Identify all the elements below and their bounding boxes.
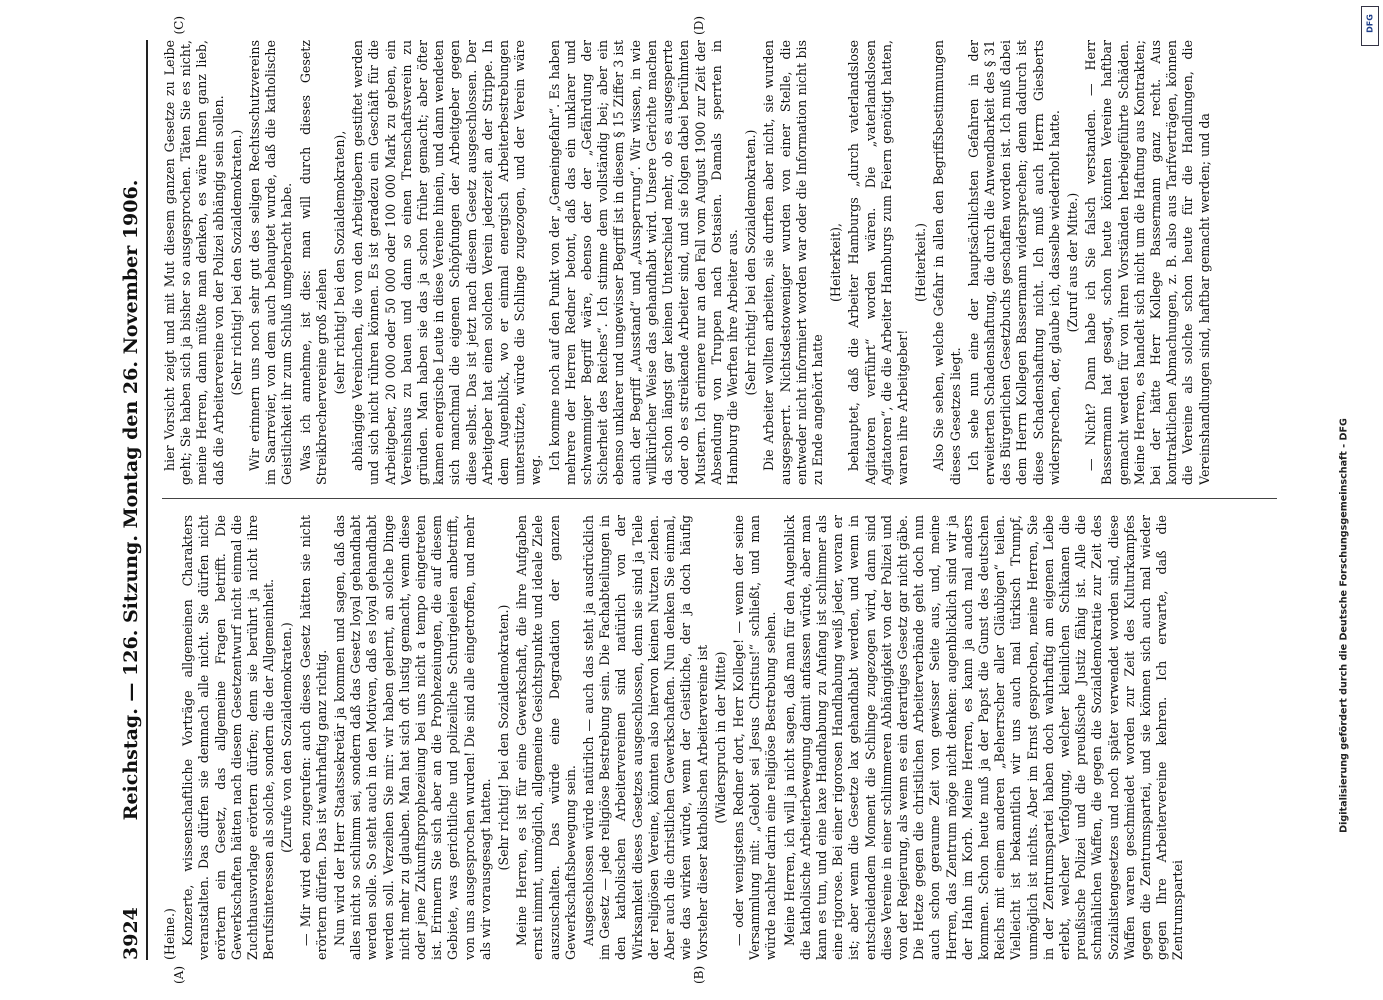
interjection: (sehr richtig! bei den Sozialdemokraten), bbox=[331, 130, 347, 395]
interjection: (Sehr richtig! bei den Sozialdemokraten.) bbox=[742, 129, 758, 396]
paragraph: Konzerte, wissenschaftliche Vorträge allgemeinen Charakters veranstalten. Das dürfen sie demnach alle nicht. Sie dürfen nicht erörtern ein Gesetz, das allgemeine Fragen betrifft. Die Gewerkschaften hätten nach diesem Gesetzentwurf nicht einmal die Zuchthausvorlage erörtern dürfen; denn sie berührt ja nicht ihre Berufsinteressen als solche, sondern die der Allgemeinheit. bbox=[179, 515, 276, 960]
paragraph: Nun wird der Herr Staatssekretär ja kommen und sagen, daß das alles nicht so schlimm sei, sondern daß das Gesetz loyal gehandhabt werden solle. So steht auch in den Motiven, daß es loyal gehandhabt werden soll. Verzeihen Sie mir: wir haben gelernt, an solche Dinge nicht mehr zu glauben. Man hat sich oft lustig gemacht, wenn diese oder jene Zukunftsprophezeiung bei uns nicht a tempo eingetreten ist. Erinnern Sie sich aber an die Prophezeiungen, die auf diesem Gebiete, was gerichtliche und polizeiliche Schurigeleien anbetrifft, von uns ausgesprochen wurden! Die sind alle eingetroffen, und mehr als wir vorausgesagt hatten. bbox=[331, 515, 493, 960]
page-header bbox=[112, 40, 148, 960]
scanned-page bbox=[72, 16, 1312, 984]
paragraph: — oder wenigstens Redner dort, Herr Kollege! — wenn der seine Versammlung mit: „Gelobt sei Jesus Christus!“ schließt, und man würde nachher darin eine religiöse Bestrebung sehen. bbox=[730, 515, 778, 960]
right-column bbox=[162, 40, 1282, 485]
margin-marker-d: (D) bbox=[691, 16, 706, 35]
margin-marker-a: (A) bbox=[171, 965, 186, 984]
paragraph: — Nicht? Dann habe ich Sie falsch verstanden. — Herr Bassermann hat gesagt, schon heute könnten Vereine haftbar gemacht werden für von ihren Vorständen herbeigeführte Schäden. Meine Herren, es handelt sich nicht um die Haftung aus Kontrakten; bei der hätte Herr Kollege Bassermann ganz recht. Aus kontraktlichen Abmachungen, z. B. also aus Tarifverträgen, können die Vereine als solche schon heute für die Handlungen, die Vereinshandlungen sind, haftbar gemacht werden; und da bbox=[1082, 40, 1212, 485]
paragraph: behauptet, daß die Arbeiter Hamburgs „durch vaterlandslose Agitatoren verführt“ worden wären. Die „vaterlandslosen Agitatoren“, die die Arbeiter Hamburgs zum Feiern genötigt hatten, waren ihre Arbeitgeber! bbox=[845, 40, 910, 485]
running-head: Reichstag. — 126. Sitzung. Montag den 26. November 1906. bbox=[119, 179, 142, 821]
speaker-name: (Heine.) bbox=[161, 908, 177, 960]
paragraph: Was ich annehme, ist dies: man will durch dieses Gesetz Streikbrechervereine groß ziehen bbox=[297, 40, 329, 485]
interjection: (Heiterkeit.) bbox=[912, 223, 928, 302]
paragraph: — Mir wird eben zugerufen: auch dieses Gesetz hätten sie nicht erörtern dürfen. Das ist wahrhaftig ganz richtig. bbox=[297, 515, 329, 960]
interjection: (Zuruf aus der Mitte.) bbox=[1064, 192, 1080, 333]
page-number: 3924 bbox=[119, 907, 142, 960]
dfg-logo-text: DFG bbox=[1365, 14, 1375, 33]
interjection: (Widerspruch in der Mitte) bbox=[712, 651, 728, 824]
paragraph: Die Arbeiter wollten arbeiten, sie durften aber nicht, sie wurden ausgesperrt. Nichtsdestoweniger wurden von einer Stelle, die entweder nicht informiert worden war oder die Information nicht bis zu Ende angehört hatte bbox=[760, 40, 825, 485]
paragraph: abhängige Vereinchen, die von den Arbeitgebern gestiftet werden und sich nicht rühren können. Es ist geradezu ein Geschäft für die Arbeitgeber, 20 000 oder 50 000 oder 100 000 Mark zu geben, ein Vereinshaus zu bauen und dann so einen Trenschaftsverein zu gründen. Man haben sie das ja schon früher gemacht; aber öfter kamen energische Leute in diese Vereine hinein, und dann wendeten sich manchmal die eigenen Schöpfungen der Arbeitgeber gegen diese selbst. Das ist jetzt nach diesem Gesetz ausgeschlossen. Der Arbeitgeber hat einen solchen Verein jederzeit an der Strippe. In dem Augenblick, wo er einmal energisch Arbeiterbestrebungen unterstützte, würde die Schlinge zugezogen, und der Verein wäre weg. bbox=[349, 40, 543, 485]
paragraph: Ich sehe nun eine der hauptsächlichsten Gefahren in der erweiterten Schadenshaftung, die durch die Anwendbarkeit des § 31 des Bürgerlichen Gesetzbuchs geschaffen worden ist. Ich muß dabei dem Herrn Kollegen Bassermann widersprechen; denn dadurch ist diese Schadenshaftung nicht. Ich muß auch Herrn Giesberts widersprechen, der, glaube ich, dasselbe wiederholt hatte. bbox=[965, 40, 1062, 485]
credit-text: Digitalisierung gefördert durch die Deutsche Forschungsgemeinschaft - DFG bbox=[1338, 418, 1350, 833]
paragraph: Meine Herren, ich will ja nicht sagen, daß man für den Augenblick die katholische Arbeiterbewegung damit anfassen würde, aber man kann es tun, und eine laxe Handhabung zu Anfang ist schlimmer als eine rigorose. Bei einer rigorosen Handhabung weiß jeder, woran er ist; aber wenn die Gesetze lax gehandhabt werden, und wenn in entscheidendem Moment die Schlinge zugezogen wird, dann sind diese Vereine in einer schlimmeren Abhängigkeit von der Polizei und von der Regierung, als wenn es ein derartiges Gesetz gar nicht gäbe. Die Hetze gegen die christlichen Arbeiterverbände geht doch nun auch schon geraume Zeit von gewisser Seite aus, und, meine Herren, das Zentrum möge nicht denken: augenblicklich sind wir ja der Hahn im Korb. Meine Herren, es kann ja auch mal anders kommen. Schon heute muß ja der Papst die Gunst des deutschen Reichs mit einem anderen „Beherrscher aller Gläubigen“ teilen. Vielleicht ist bekanntlich wir uns auch mal türkisch Trumpf, unmöglich ist nichts. Aber im Ernst gesprochen, meine Herren, Sie in der Zentrumspartei haben doch wahrhaftig am eigenen Leibe erlebt, welcher Verfolgung, welcher kleinlichen Schikanen die preußische Polizei und die preußische Justiz fähig ist. Alle die schmählichen Waffen, die gegen die Sozialdemokratie zur Zeit des Sozialistengesetzes und noch später verwendet worden sind, diese Waffen waren geschmiedet worden zur Zeit des Kulturkampfes gegen die Zentrumspartei, und sie können sich auch mal wieder gegen Ihre Arbeitervereine kehren. Ich erwarte, daß die Zentrumspartei bbox=[781, 515, 1185, 960]
paragraph: Ich komme noch auf den Punkt von der „Gemeingefahr“. Es haben mehrere der Herren Redner betont, daß das ein unklarer und schwammiger Begriff wäre, ebenso der der „Gefährdung der Sicherheit des Reiches“. Ich stimme dem vollständig bei; aber ein ebenso unklarer und ungewisser Begriff ist in diesem § 15 Ziffer 3 ist auch der Begriff „Ausstand“ und „Aussperrung“. Wir wissen, in wie willkürlicher Weise das gehandhabt wird. Unsere Gerichte machen da schon längst gar keinen Unterschied mehr, ob es ausgesperrte oder ob es streikende Arbeiter sind, und sie folgen dabei berühmten Mustern. Ich erinnere nur an den Fall vom August 1900 zur Zeit der Absendung von Truppen nach Ostasien. Damals sperrten in Hamburg die Werften ihre Arbeiter aus. bbox=[546, 40, 740, 485]
column-divider bbox=[162, 498, 1277, 499]
paragraph: Also Sie sehen, welche Gefahr in allen den Begriffsbestimmungen dieses Gesetzes liegt. bbox=[930, 40, 963, 485]
left-column bbox=[162, 515, 1282, 960]
margin-marker-c: (C) bbox=[171, 16, 186, 35]
paragraph: Wir erinnern uns noch sehr gut des seligen Rechtsschutzvereins im Saarrevier, von dem auch behauptet wurde, daß die katholische Geistlichkeit ihr zum Schluß umgebracht habe. bbox=[246, 40, 294, 485]
interjection: (Sehr richtig! bei den Sozialdemokraten.) bbox=[495, 604, 511, 871]
digitization-credit bbox=[1338, 0, 1380, 1000]
paragraph: Ausgeschlossen würde natürlich — auch das steht ja ausdrücklich im Gesetz — jede religiöse Bestrebung sein. Die Fachabteilungen in den katholischen Arbeitervereinen sind natürlich von der Wirksamkeit dieses Gesetzes ausgeschlossen, denn sie sind ja Teile der religiösen Vereine, könnten also hiervon keinen Nutzen ziehen. Aber auch die christlichen Gewerkschaften. Nun denken Sie einmal, wie das wirken würde, wenn der Geistliche, der ja doch häufig Vorsteher dieser katholischen Arbeitervereine ist bbox=[580, 515, 709, 960]
margin-marker-b: (B) bbox=[691, 965, 706, 984]
paragraph: Meine Herren, es ist für eine Gewerkschaft, die ihre Aufgaben ernst nimmt, unmöglich, allgemeine Gesichtspunkte und ideale Ziele auszuschalten. Das würde eine Degradation der ganzen Gewerkschaftsbewegung sein. bbox=[513, 515, 578, 960]
interjection: (Zurufe von den Sozialdemokraten.) bbox=[278, 622, 294, 853]
interjection: (Sehr richtig! bei den Sozialdemokraten.) bbox=[228, 129, 244, 396]
paragraph: hier Vorsicht zeigt und mit Mut diesem ganzen Gesetze zu Leibe geht; Sie haben sich ja bisher so ausgesprochen. Täten Sie es nicht, meine Herren, dann müßte man denken, es wäre Ihnen ganz lieb, daß die Arbeitervereine von der Polizei abhängig sein sollen. bbox=[161, 40, 226, 485]
interjection: (Heiterkeit), bbox=[827, 223, 843, 302]
